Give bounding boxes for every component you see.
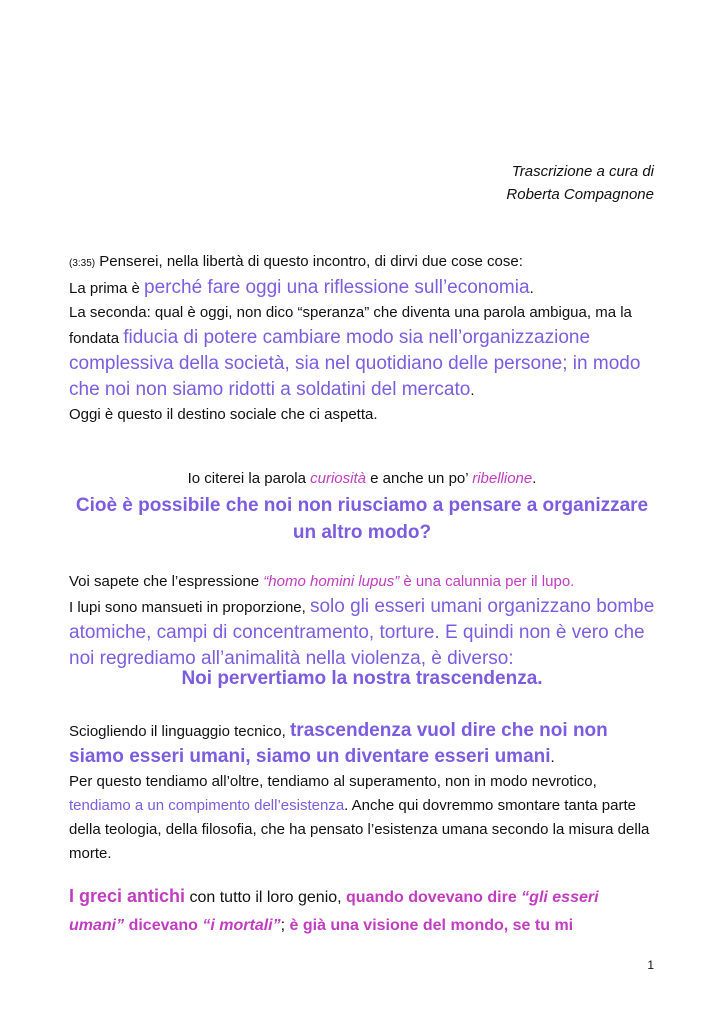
transcendence-definition: trascendenza vuol dire che noi non siamo esseri umani, siamo un diventare esseri umani — [69, 720, 608, 767]
curiosity-word: curiosità — [310, 470, 366, 487]
fulfillment-highlight: tendiamo a un compimento dell’esistenza — [69, 797, 345, 814]
human-beings-quote: “gli esseri umani” — [69, 889, 599, 934]
second-point-label: La seconda: qual è oggi, non dico “speranza” che diventa una parola ambigua, ma la fondata — [69, 304, 632, 347]
rebellion-word: ribellione — [472, 470, 533, 487]
greeks-highlight-1: quando dovevano dire — [346, 889, 522, 906]
paragraph-wolf — [69, 570, 655, 672]
destiny-sentence: Oggi è questo il destino sociale che ci aspetta. — [69, 406, 378, 423]
second-point-highlight: fiducia di potere cambiare modo sia nell’organizzazione complessiva della società, sia nel quotidiano delle persone; in modo che noi non siamo ridotti a soldatini del mercato — [69, 327, 641, 400]
question-heading: Cioè è possibile che noi non riusciamo a pensare a organizzare un altro modo? — [75, 495, 649, 543]
paragraph-curiosity — [69, 468, 655, 490]
wolf-quote: “homo homini lupus” è una calunnia per il lupo. — [263, 573, 575, 590]
punctuation: . — [470, 382, 475, 399]
ancient-greeks: I greci antichi — [69, 886, 186, 906]
credit-line-2: Roberta Compagnone — [506, 186, 654, 203]
intro-sentence: Penserei, nella libertà di questo incontro, di dirvi due cose cose: — [95, 253, 523, 270]
theology-text: . Anche qui dovremmo smontare tanta parte della teologia, della filosofia, che ha pensato l’esistenza umana secondo la misura della morte. — [69, 797, 650, 862]
transcendence-heading: Noi pervertiamo la nostra trascendenza. — [181, 668, 543, 689]
credit-line-1: Trascrizione a cura di — [511, 163, 654, 180]
paragraph-transcendence — [69, 718, 655, 866]
first-point-label: La prima è — [69, 280, 145, 297]
punctuation: . — [529, 280, 534, 297]
punctuation: . — [532, 470, 537, 487]
timestamp: (3:35) — [69, 258, 96, 269]
curiosity-text: Io citerei la parola — [187, 470, 311, 487]
punctuation: . — [550, 749, 555, 766]
paragraph-intro — [69, 250, 655, 427]
greeks-text: con tutto il loro genio, — [185, 889, 347, 906]
mortals-quote: “i mortali” — [202, 917, 281, 934]
greeks-highlight-3: è già una visione del mondo, se tu mi — [289, 917, 574, 934]
wolves-highlight: solo gli esseri umani organizzano bombe atomiche, campi di concentramento, torture. E quindi non è vero che noi regrediamo all’animalità nella violenza, è diverso: — [69, 596, 655, 669]
technical-language-text: Sciogliendo il linguaggio tecnico, — [69, 723, 290, 740]
greeks-highlight-2: dicevano — [124, 917, 203, 934]
curiosity-text-2: e anche un po’ — [366, 470, 473, 487]
beyond-text: Per questo tendiamo all’oltre, tendiamo al superamento, non in modo nevrotico, — [69, 773, 597, 790]
wolves-sentence: I lupi sono mansueti in proporzione, — [69, 599, 310, 616]
wolf-intro: Voi sapete che l’espressione — [69, 573, 264, 590]
first-point-highlight: perché fare oggi una riflessione sull’economia — [144, 277, 530, 298]
punctuation: ; — [280, 917, 290, 934]
page-number: 1 — [647, 958, 654, 972]
paragraph-greeks — [69, 882, 655, 940]
transcription-credit — [506, 160, 654, 206]
